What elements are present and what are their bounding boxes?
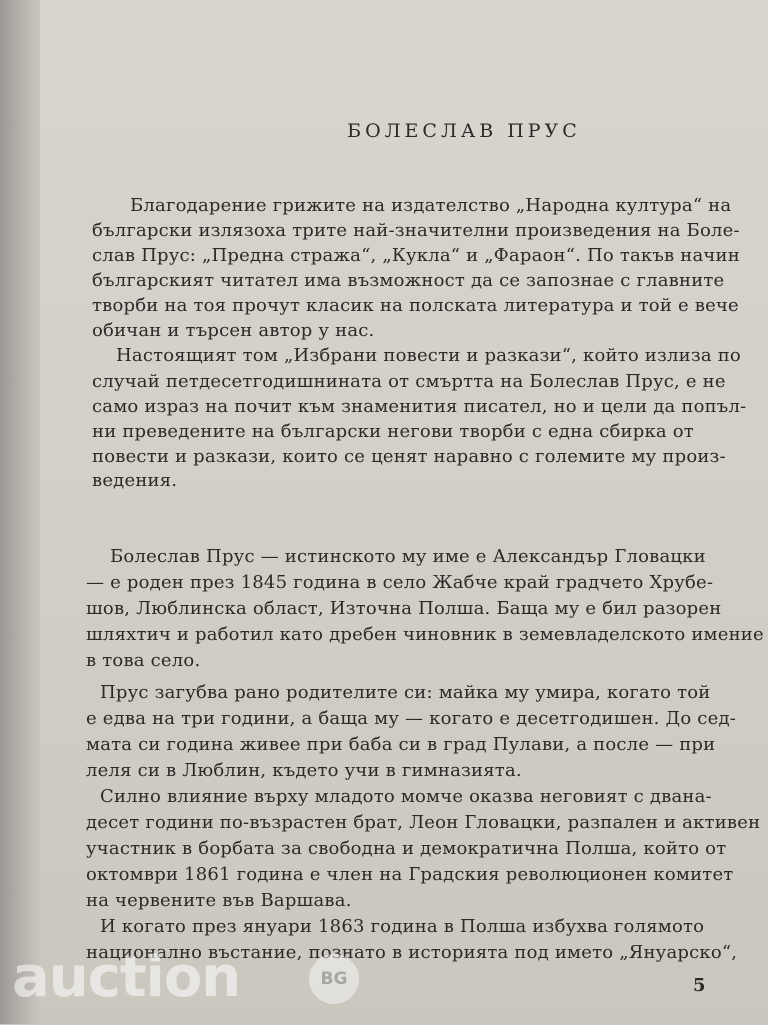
page-title: БОЛЕСЛАВ ПРУС [347,120,581,142]
bio-line: е едва на три години, а баща му — когато е десетгодишен. До сед- [86,708,737,729]
intro-line: ни преведените на български негови творби с една сбирка от [92,421,694,442]
intro-line: слав Прус: „Предна стража“, „Кукла“ и „Фараон“. По такъв начин [92,245,740,266]
bio-line: шов, Люблинска област, Източна Полша. Баща му е бил разорен [86,598,722,619]
book-page [40,0,768,1024]
watermark-text: auction [12,945,241,1010]
intro-line: Настоящият том „Избрани повести и разкази“, който излиза по [116,345,741,366]
bio-line: Болеслав Прус — истинското му име е Александър Гловацки [110,546,706,567]
bio-line: октомври 1861 година е член на Градския революционен комитет [86,864,734,885]
bio-line: И когато през януари 1863 година в Полша избухва голямото [100,916,705,937]
intro-line: творби на тоя прочут класик на полската литература и той е вече [92,295,739,316]
bio-line: Силно влияние върху младото момче оказва неговият с двана- [100,786,712,807]
intro-line: обичан и търсен автор у нас. [92,320,375,341]
intro-line: случай петдесетгодишнината от смъртта на Болеслав Прус, е не [92,371,726,392]
intro-line: българският читател има възможност да се запознае с главните [92,270,725,291]
bio-line: на червените във Варшава. [86,890,352,911]
bio-line: в това село. [86,650,201,671]
bio-line: мата си година живее при баба си в град Пулави, а после — при [86,734,716,755]
page-number: 5 [693,975,706,996]
intro-line: ведения. [92,470,178,491]
bio-line: национално въстание, познато в историята под името „Януарско“, [86,942,738,963]
bio-line: леля си в Люблин, където учи в гимназията. [86,760,522,781]
auction-watermark [12,945,392,1025]
bio-line: — е роден през 1845 година в село Жабче край градчето Хрубе- [86,572,714,593]
intro-line: повести и разкази, които се ценят наравно с големите му произ- [92,446,726,467]
watermark-badge: BG [309,954,359,1004]
bio-line: Прус загубва рано родителите си: майка му умира, когато той [100,682,711,703]
intro-line: български излязоха трите най-значителни произведения на Боле- [92,220,740,241]
intro-line: Благодарение грижите на издателство „Народна култура“ на [130,195,732,216]
bio-line: шляхтич и работил като дребен чиновник в земевладелското имение [86,624,764,645]
bio-line: десет години по-възрастен брат, Леон Гловацки, разпален и активен [86,812,761,833]
bio-line: участник в борбата за свободна и демократична Полша, който от [86,838,727,859]
intro-line: само израз на почит към знаменития писател, но и цели да попъл- [92,396,747,417]
